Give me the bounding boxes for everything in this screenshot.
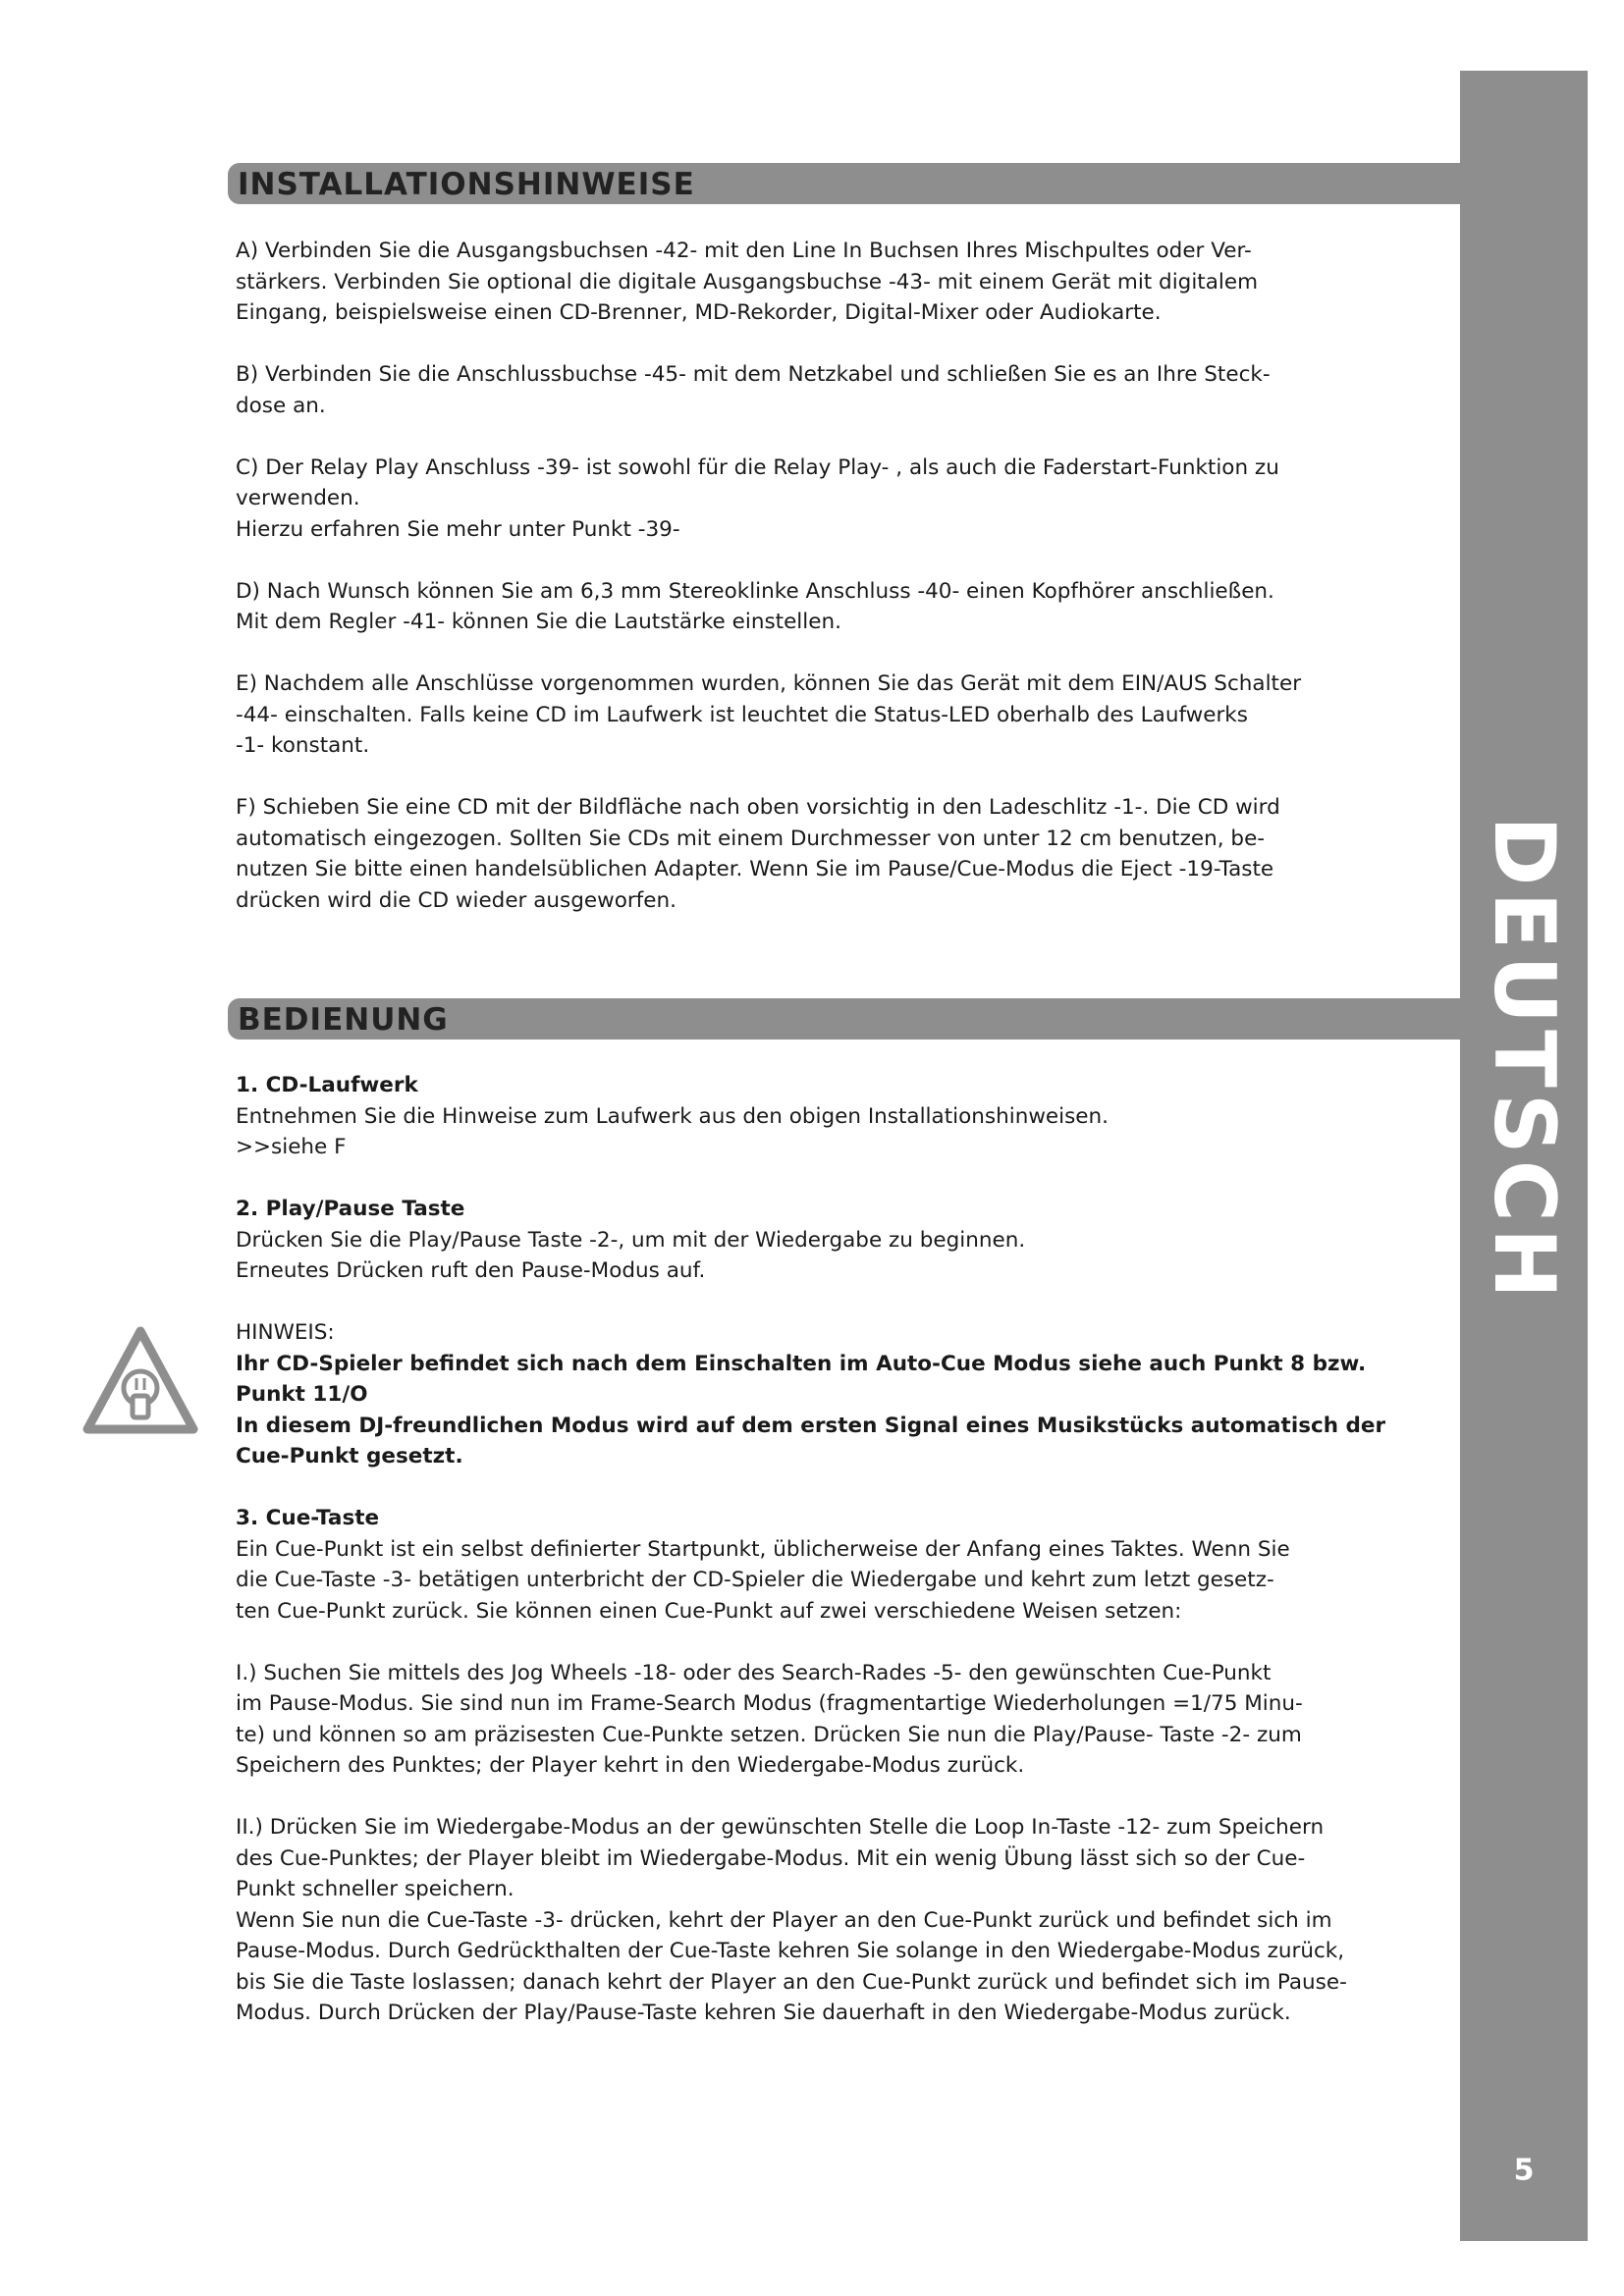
note-block bbox=[236, 1317, 1386, 1472]
cue-method-two bbox=[236, 1812, 1347, 2029]
text-line: Wenn Sie nun die Cue-Taste -3- drücken, kehrt der Player an den Cue-Punkt zurück und befindet sich im bbox=[236, 1907, 1332, 1933]
text-line: verwenden. bbox=[236, 486, 360, 510]
text-line: A) Verbinden Sie die Ausgangsbuchsen -42- mit den Line In Buchsen Ihres Mischpultes oder Ver- bbox=[236, 239, 1252, 263]
item-title: 3. Cue-Taste bbox=[236, 1506, 380, 1530]
installation-paragraph-e bbox=[236, 668, 1326, 762]
text-line: dose an. bbox=[236, 393, 326, 418]
item-title: 1. CD-Laufwerk bbox=[236, 1073, 418, 1097]
text-line: B) Verbinden Sie die Anschlussbuchse -45- mit dem Netzkabel und schließen Sie es an Ihre Steck- bbox=[236, 362, 1271, 387]
text-line: E) Nachdem alle Anschlüsse vorgenommen wurden, können Sie das Gerät mit dem EIN/AUS Schalter bbox=[236, 671, 1302, 696]
installation-heading-band bbox=[228, 163, 1465, 204]
text-line: bis Sie die Taste loslassen; danach kehrt der Player an den Cue-Punkt zurück und befindet sich im Pause- bbox=[236, 1969, 1347, 1995]
text-line: Speichern des Punktes; der Player kehrt in den Wiedergabe-Modus zurück. bbox=[236, 1753, 1025, 1778]
note-line: In diesem DJ-freundlichen Modus wird auf dem ersten Signal eines Musikstücks automatisch der bbox=[236, 1413, 1386, 1438]
text-line: Pause-Modus. Durch Gedrückthalten der Cue-Taste kehren Sie solange in den Wiedergabe-Modus zurück, bbox=[236, 1939, 1345, 1963]
text-line: Hierzu erfahren Sie mehr unter Punkt -39- bbox=[236, 516, 680, 542]
text-line: -44- einschalten. Falls keine CD im Laufwerk ist leuchtet die Status-LED oberhalb des Laufwerks bbox=[236, 702, 1248, 727]
text-line: stärkers. Verbinden Sie optional die digitale Ausgangsbuchse -43- mit einem Gerät mit digitalem bbox=[236, 269, 1259, 294]
text-line: Ein Cue-Punkt ist ein selbst definierter Startpunkt, üblicherweise der Anfang eines Taktes. Wenn Sie bbox=[236, 1536, 1290, 1562]
text-line: Entnehmen Sie die Hinweise zum Laufwerk aus den obigen Installationshinweisen. bbox=[236, 1103, 1109, 1129]
installation-paragraph-b bbox=[236, 359, 1326, 421]
text-line: C) Der Relay Play Anschluss -39- ist sowohl für die Relay Play- , als auch die Faderstart-Funktion zu bbox=[236, 454, 1279, 480]
text-line: Punkt schneller speichern. bbox=[236, 1877, 514, 1901]
text-line: >>siehe F bbox=[236, 1135, 347, 1159]
text-line: Erneutes Drücken ruft den Pause-Modus auf. bbox=[236, 1258, 706, 1283]
item-play-pause bbox=[236, 1194, 1326, 1287]
text-line: des Cue-Punktes; der Player bleibt im Wiedergabe-Modus. Mit ein wenig Übung lässt sich so der Cue- bbox=[236, 1845, 1306, 1871]
note-line: Cue-Punkt gesetzt. bbox=[236, 1444, 463, 1468]
installation-paragraph-d bbox=[236, 576, 1326, 638]
text-line: ten Cue-Punkt zurück. Sie können einen Cue-Punkt auf zwei verschiedene Weisen setzen: bbox=[236, 1598, 1182, 1624]
text-line: Mit dem Regler -41- können Sie die Lautstärke einstellen. bbox=[236, 610, 841, 634]
installation-paragraph-a bbox=[236, 236, 1326, 329]
note-line: Punkt 11/O bbox=[236, 1382, 368, 1407]
installation-heading: INSTALLATIONSHINWEISE bbox=[238, 167, 695, 202]
text-line: nutzen Sie bitte einen handelsüblichen Adapter. Wenn Sie im Pause/Cue-Modus die Eject -19-Taste bbox=[236, 857, 1274, 881]
installation-paragraph-c bbox=[236, 453, 1326, 546]
text-line: Modus. Durch Drücken der Play/Pause-Taste kehren Sie dauerhaft in den Wiedergabe-Modus zurück. bbox=[236, 2001, 1291, 2025]
text-line: II.) Drücken Sie im Wiedergabe-Modus an der gewünschten Stelle die Loop In-Taste -12- zum Speichern bbox=[236, 1815, 1325, 1840]
installation-paragraph-f bbox=[236, 792, 1326, 916]
note-line: Ihr CD-Spieler befindet sich nach dem Einschalten im Auto-Cue Modus siehe auch Punkt 8 bzw. bbox=[236, 1351, 1367, 1376]
cue-method-one bbox=[236, 1658, 1326, 1782]
item-cue-button bbox=[236, 1503, 1326, 1627]
installation-section bbox=[236, 236, 1326, 947]
text-line: D) Nach Wunsch können Sie am 6,3 mm Stereoklinke Anschluss -40- einen Kopfhörer anschließen. bbox=[236, 578, 1274, 604]
item-cd-drive bbox=[236, 1070, 1326, 1163]
text-line: I.) Suchen Sie mittels des Jog Wheels -18- oder des Search-Rades -5- den gewünschten Cue-Punkt bbox=[236, 1660, 1272, 1685]
operation-section bbox=[236, 1070, 1386, 2059]
text-line: automatisch eingezogen. Sollten Sie CDs mit einem Durchmesser von unter 12 cm benutzen, be- bbox=[236, 826, 1266, 851]
text-line: F) Schieben Sie eine CD mit der Bildfläche nach oben vorsichtig in den Ladeschlitz -1-. Die CD wird bbox=[236, 795, 1280, 820]
operation-heading: BEDIENUNG bbox=[238, 1002, 449, 1038]
text-line: die Cue-Taste -3- betätigen unterbricht der CD-Spieler die Wiedergabe und kehrt zum letzt gesetz- bbox=[236, 1568, 1274, 1592]
text-line: te) und können so am präzisesten Cue-Punkte setzen. Drücken Sie nun die Play/Pause- Taste -2- zum bbox=[236, 1722, 1302, 1747]
text-line: -1- konstant. bbox=[236, 733, 370, 758]
warning-triangle-icon bbox=[82, 1325, 198, 1435]
item-title: 2. Play/Pause Taste bbox=[236, 1197, 465, 1221]
text-line: drücken wird die CD wieder ausgeworfen. bbox=[236, 887, 677, 913]
operation-heading-band bbox=[228, 998, 1465, 1040]
page-number: 5 bbox=[1513, 2153, 1535, 2188]
text-line: im Pause-Modus. Sie sind nun im Frame-Search Modus (fragmentartige Wiederholungen =1/75 Minu- bbox=[236, 1691, 1303, 1716]
text-line: Drücken Sie die Play/Pause Taste -2-, um mit der Wiedergabe zu beginnen. bbox=[236, 1227, 1026, 1253]
text-line: Eingang, beispielsweise einen CD-Brenner, MD-Rekorder, Digital-Mixer oder Audiokarte. bbox=[236, 300, 1162, 325]
language-label: DEUTSCH bbox=[1475, 816, 1573, 1305]
note-title: HINWEIS: bbox=[236, 1320, 335, 1345]
